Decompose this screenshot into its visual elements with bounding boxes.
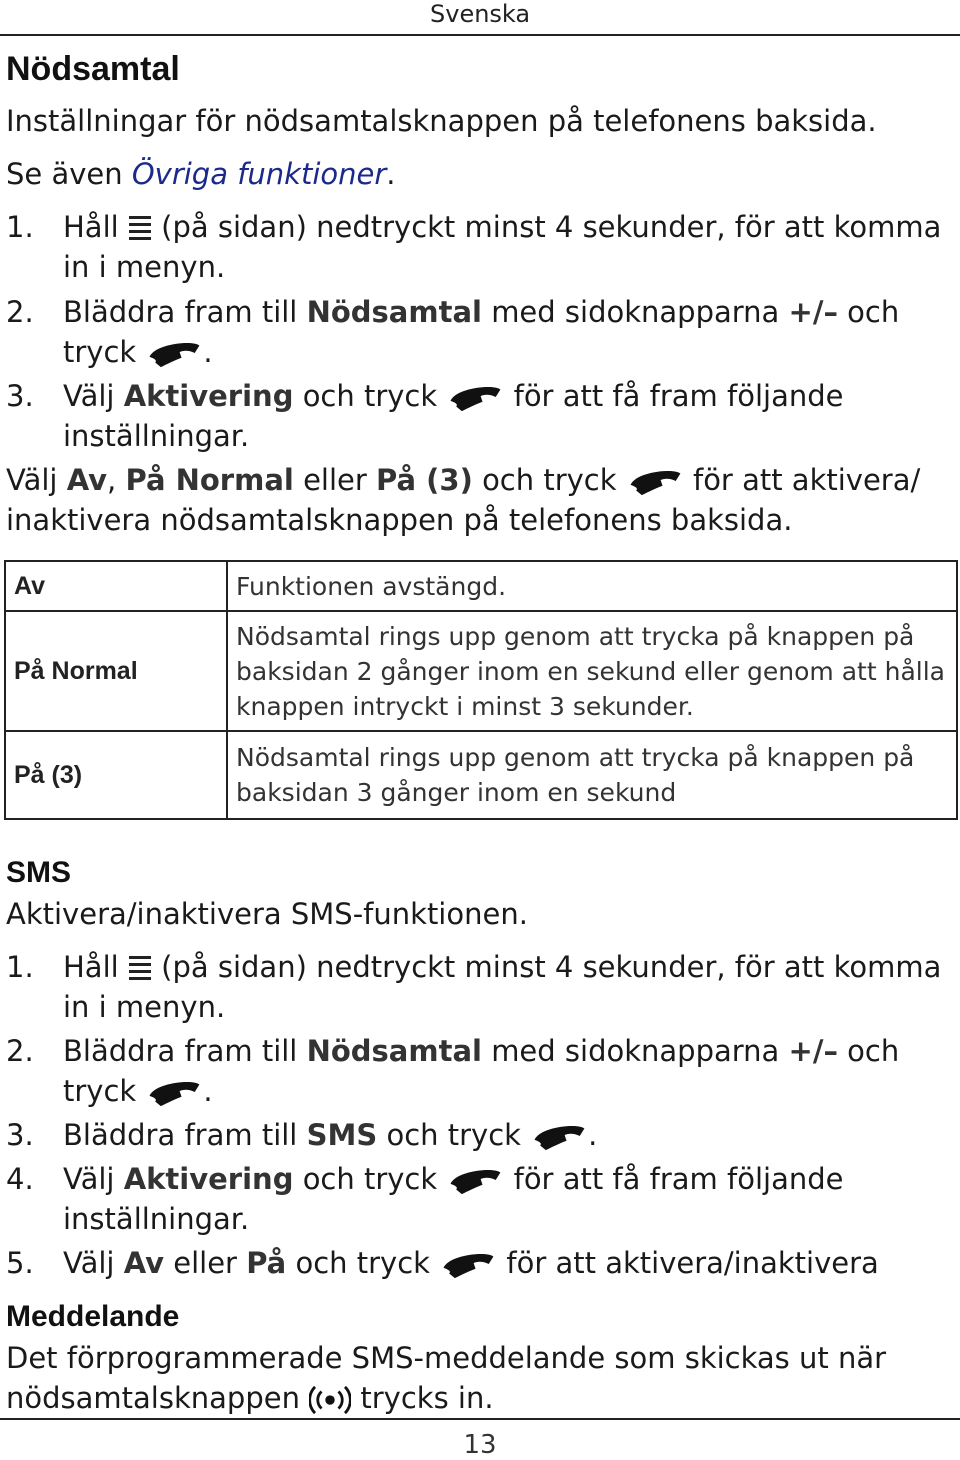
setting-description: Nödsamtal rings upp genom att trycka på knappen på baksidan 3 gånger inom en sekund xyxy=(227,731,957,819)
phone-handset-icon xyxy=(626,466,684,498)
step-text-a: Håll xyxy=(63,210,119,244)
phone-handset-icon xyxy=(446,1165,504,1197)
setting-key: Av xyxy=(5,561,227,611)
step-2 xyxy=(6,1031,946,1111)
message-text-b: trycks in. xyxy=(360,1381,494,1415)
table-row xyxy=(5,561,957,611)
phone-handset-icon xyxy=(145,338,203,370)
menu-lines-icon xyxy=(128,954,152,984)
menu-lines-icon xyxy=(128,214,152,244)
step-text-c: och tryck xyxy=(63,295,900,369)
setting-key: På Normal xyxy=(5,611,227,731)
step-text-a: Håll xyxy=(63,950,119,984)
step-text-c: och tryck xyxy=(295,1246,430,1280)
step-text-a: Bläddra fram till xyxy=(63,1118,298,1152)
plus-minus-keys: +/– xyxy=(788,295,838,329)
option-pa-normal: På Normal xyxy=(125,463,294,497)
emergency-signal-icon xyxy=(309,1385,351,1415)
menu-item-nodsamtal: Nödsamtal xyxy=(306,1034,482,1068)
step-2 xyxy=(6,292,946,372)
see-also xyxy=(6,154,946,194)
choose-setting-text xyxy=(6,460,946,540)
step-text-a: Bläddra fram till xyxy=(63,295,298,329)
step-text-b: (på sidan) nedtryckt minst 4 sekunder, för att komma in i menyn. xyxy=(63,210,942,284)
step-text-b: och tryck xyxy=(302,379,438,413)
phone-handset-icon xyxy=(530,1121,588,1153)
section-title-sms: SMS xyxy=(6,856,72,889)
step-5 xyxy=(6,1243,946,1283)
step-1 xyxy=(6,207,946,287)
menu-item-sms: SMS xyxy=(306,1118,378,1152)
step-number: 5. xyxy=(6,1246,34,1280)
step-text xyxy=(63,1115,946,1155)
step-3 xyxy=(6,376,946,456)
choose-text-a: Välj xyxy=(6,463,58,497)
message-text-a: Det förprogrammerade SMS-meddelande som skickas ut när nödsamtalsknappen xyxy=(6,1341,887,1415)
see-also-prefix: Se även xyxy=(6,157,132,191)
step-text-b: och tryck xyxy=(302,1162,438,1196)
menu-item-aktivering: Aktivering xyxy=(123,1162,294,1196)
step-text-d: . xyxy=(203,1074,213,1108)
message-text xyxy=(6,1338,946,1418)
setting-key: På (3) xyxy=(5,731,227,819)
step-text-c: för att få fram följande inställningar. xyxy=(63,379,844,453)
step-text xyxy=(63,1243,946,1283)
option-pa-3: På (3) xyxy=(376,463,473,497)
step-text xyxy=(63,292,946,372)
footer-divider xyxy=(0,1418,960,1420)
step-text-b: och tryck xyxy=(386,1118,521,1152)
option-av: Av xyxy=(66,463,108,497)
step-number: 4. xyxy=(6,1162,34,1196)
choose-text-b: och tryck xyxy=(482,463,617,497)
step-text-c: . xyxy=(588,1118,598,1152)
step-text xyxy=(63,376,946,456)
section-intro: Aktivera/inaktivera SMS-funktionen. xyxy=(6,897,528,931)
step-text-a: Bläddra fram till xyxy=(63,1034,298,1068)
step-number: 2. xyxy=(6,295,34,329)
step-text-d: . xyxy=(203,335,213,369)
step-text-a: Välj xyxy=(63,1162,115,1196)
page-number: 13 xyxy=(463,1430,497,1460)
plus-minus-keys: +/– xyxy=(788,1034,838,1068)
step-text-b: (på sidan) nedtryckt minst 4 sekunder, för att komma in i menyn. xyxy=(63,950,942,1024)
table-row xyxy=(5,731,957,819)
phone-handset-icon xyxy=(145,1077,203,1109)
choose-text-c: för att aktivera/ inaktivera nödsamtalsknappen på telefonens baksida. xyxy=(6,463,921,537)
menu-item-nodsamtal: Nödsamtal xyxy=(306,295,482,329)
header-divider xyxy=(0,34,960,36)
setting-description: Nödsamtal rings upp genom att trycka på knappen på baksidan 2 gånger inom en sekund eller genom att hålla knappen intryckt i minst 3 sekunder. xyxy=(227,611,957,731)
step-text-c: och tryck xyxy=(63,1034,900,1108)
section-title-nodsamtal: Nödsamtal xyxy=(6,50,180,88)
step-text-a: Välj xyxy=(63,1246,115,1280)
step-text xyxy=(63,207,946,287)
see-also-suffix: . xyxy=(386,157,396,191)
section-title-meddelande: Meddelande xyxy=(6,1300,180,1333)
step-text xyxy=(63,947,946,1027)
language-label: Svenska xyxy=(430,0,531,28)
step-number: 3. xyxy=(6,379,34,413)
section-intro: Inställningar för nödsamtalsknappen på telefonens baksida. xyxy=(6,104,877,138)
table-row xyxy=(5,611,957,731)
step-text-a: Välj xyxy=(63,379,115,413)
option-pa: På xyxy=(246,1246,287,1280)
step-text xyxy=(63,1031,946,1111)
phone-handset-icon xyxy=(446,382,504,414)
step-number: 1. xyxy=(6,950,34,984)
step-text-b: med sidoknapparna xyxy=(491,295,780,329)
option-av: Av xyxy=(123,1246,165,1280)
step-text-d: för att aktivera/inaktivera xyxy=(506,1246,879,1280)
settings-table xyxy=(4,560,958,820)
step-number: 2. xyxy=(6,1034,34,1068)
step-text-c: för att få fram följande inställningar. xyxy=(63,1162,844,1236)
step-text-b: eller xyxy=(173,1246,237,1280)
see-also-link[interactable]: Övriga funktioner xyxy=(131,157,387,191)
setting-description: Funktionen avstängd. xyxy=(227,561,957,611)
choose-eller: eller xyxy=(303,463,367,497)
step-number: 1. xyxy=(6,210,34,244)
menu-item-aktivering: Aktivering xyxy=(123,379,294,413)
step-4 xyxy=(6,1159,946,1239)
phone-handset-icon xyxy=(439,1249,497,1281)
choose-comma: , xyxy=(107,463,117,497)
step-3 xyxy=(6,1115,946,1155)
step-text-b: med sidoknapparna xyxy=(491,1034,780,1068)
step-number: 3. xyxy=(6,1118,34,1152)
step-1 xyxy=(6,947,946,1027)
step-text xyxy=(63,1159,946,1239)
